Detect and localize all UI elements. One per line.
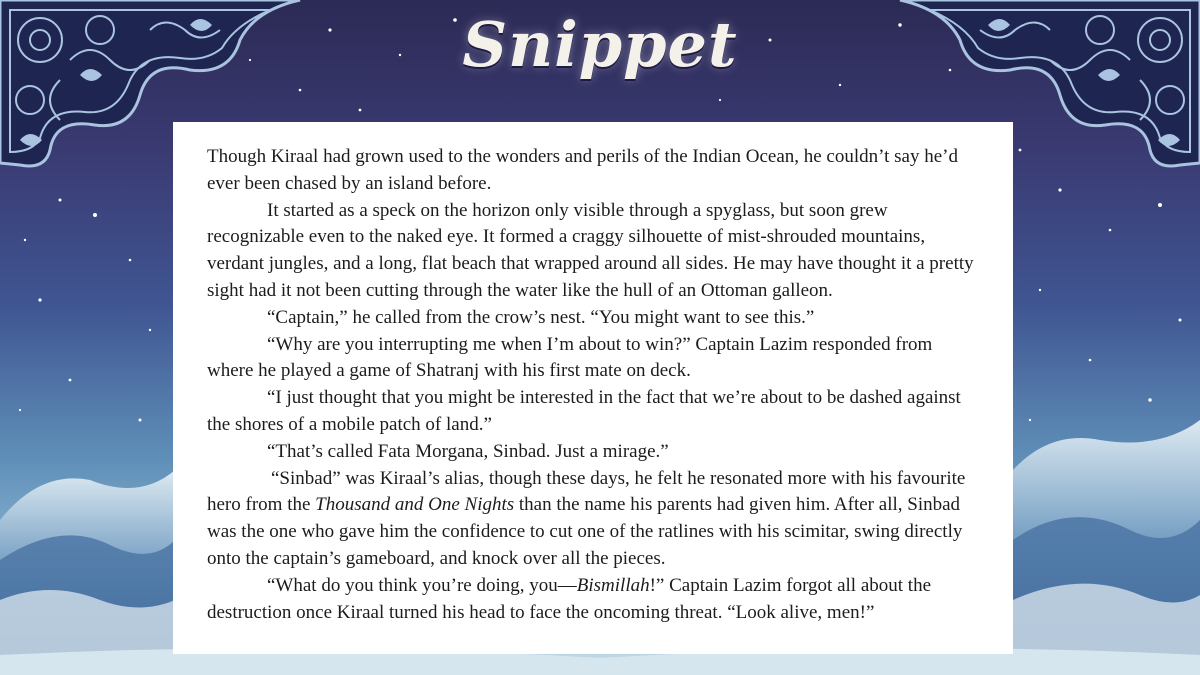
paragraph-text: than the name his parents had given him. After all, Sinbad was the one who gave him the confidence to cut one of the ratlines with his scimitar, swing directly onto the captain’s gameboard, and knock over all the pieces. [207,494,963,569]
paragraph: “I just thought that you might be interested in the fact that we’re about to be dashed against the shores of a mobile patch of land.” [207,387,961,435]
book-title-italic: Thousand and One Nights [315,494,515,516]
paragraph [207,573,983,627]
exclamation-italic: Bismillah [576,574,650,596]
paragraph-text: “Sinbad” was Kiraal’s alias, though these days, he felt he resonated more with his favourite hero from the [207,467,966,516]
page-title: Snippet [462,8,738,81]
paragraph: It started as a speck on the horizon only visible through a spyglass, but soon grew recognizable even to the naked eye. It formed a craggy silhouette of mist-shrouded mountains, verdant jungles, and a long, flat beach that wrapped around all sides. He may have thought it a pretty sight had it not been cutting through the water like the hull of an Ottoman galleon. [207,199,974,301]
paragraph [207,466,983,573]
paragraph: “Captain,” he called from the crow’s nest. “You might want to see this.” [267,306,815,328]
paragraph-text: !” Captain Lazim forgot all about the destruction once Kiraal turned his head to face the oncoming threat. “Look alive, men!” [207,574,932,623]
paragraph: “That’s called Fata Morgana, Sinbad. Just a mirage.” [267,440,669,462]
paragraph-text: “What do you think you’re doing, you— [267,574,577,596]
paragraph: Though Kiraal had grown used to the wonders and perils of the Indian Ocean, he couldn’t say he’d ever been chased by an island before. [207,146,958,194]
snippet-panel [173,122,1013,654]
paragraph: “Why are you interrupting me when I’m about to win?” Captain Lazim responded from where he played a game of Shatranj with his first mate on deck. [207,333,933,382]
